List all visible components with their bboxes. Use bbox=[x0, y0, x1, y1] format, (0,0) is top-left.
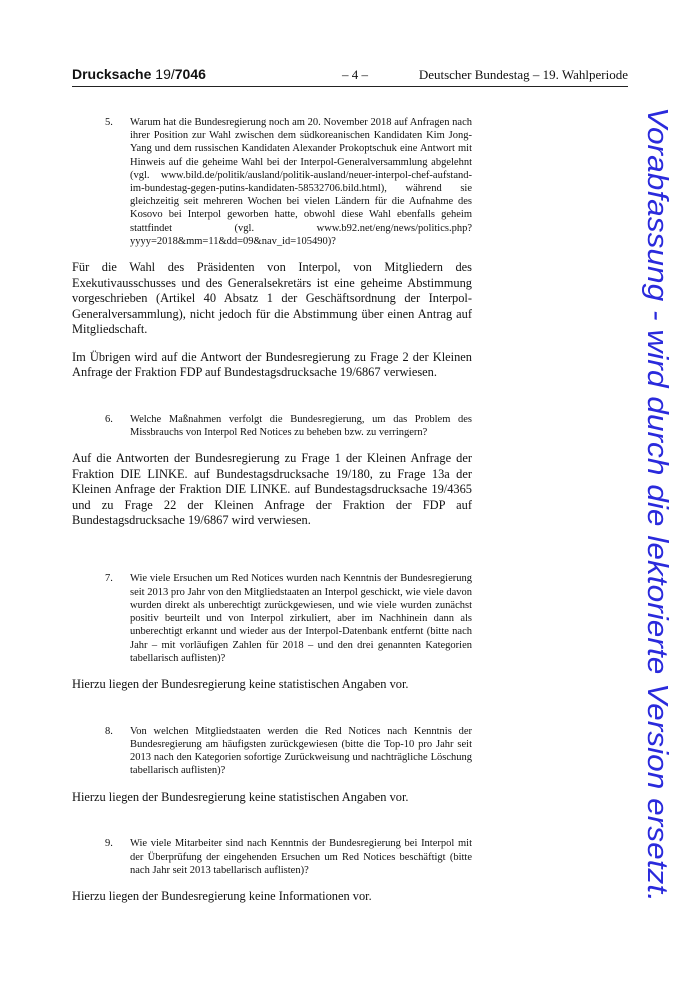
answer-8: Hierzu liegen der Bundesregierung keine statistischen Angaben vor. bbox=[72, 789, 409, 804]
question-5 bbox=[105, 116, 472, 248]
document-label: Drucksache bbox=[72, 66, 152, 82]
question-text: Welche Maßnahmen verfolgt die Bundesregierung, um das Problem des Missbrauchs von Interpol Red Notices zu beheben bzw. zu verringern? bbox=[130, 413, 472, 438]
question-number: 5. bbox=[105, 117, 113, 128]
answer-5-paragraph-2: Im Übrigen wird auf die Antwort der Bundesregierung zu Frage 2 der Kleinen Anfrage der Fraktion FDP auf Bundestagsdrucksache 19/6867 verwiesen. bbox=[72, 349, 472, 380]
watermark-text: Vorabfassung - wird durch die lektorierte Version ersetzt. bbox=[641, 107, 673, 836]
page-number: – 4 – bbox=[342, 67, 368, 82]
question-6 bbox=[105, 413, 472, 439]
answer-5-paragraph-1: Für die Wahl des Präsidenten von Interpol, von Mitgliedern des Exekutivausschusses und des Generalsekretärs ist eine geheime Abstimmung vorgeschrieben (Artikel 40 Absatz 1 der Geschäftsordnung der Interpol-Generalversammlung), nicht jedoch für die Abstimmung über einen Antrag auf Mitgliedschaft. bbox=[72, 260, 472, 337]
question-number: 7. bbox=[105, 573, 113, 585]
question-number: 8. bbox=[105, 725, 113, 737]
question-text: Warum hat die Bundesregierung noch am 20. November 2018 auf Anfragen nach ihrer Position zur Wahl zwischen dem südkoreanischen Kandidaten Kim Jong-Yang und dem russischen Kandidaten Alexander Prokoptschuk eine Antwort mit Hinweis auf die geheime Wahl bei der Interpol-Generalversammlung abgelehnt (vgl. www.bild.de/politik/ausland/politik-ausland/neuer-interpol-chef-aufstand-im-bundestag-gegen-putins-kandidaten-58532706.bild.html), während sie gleichzeitig seit mehreren Wochen bei vielen Ländern für die Aufnahme des Kosovo bei Interpol geworben hatte, obwohl diese Wahl ebenfalls geheim stattfindet (vgl. www.b92.net/eng/news/politics.php?yyyy=2018&mm=11&dd=09&nav_id=105490)? bbox=[130, 117, 472, 247]
document-number-prefix: 19/ bbox=[155, 66, 175, 82]
document-body bbox=[72, 116, 472, 911]
question-8 bbox=[105, 725, 472, 778]
question-7 bbox=[105, 572, 472, 664]
answer-6: Auf die Antworten der Bundesregierung zu Frage 1 der Kleinen Anfrage der Fraktion DIE LINKE. auf Bundestagsdrucksache 19/180, zu Frage 13a der Kleinen Anfrage der Fraktion DIE LINKE. auf Bundestagsdrucksache 19/4365 und zu Frage 22 der Kleinen Anfrage der Fraktion der FDP auf Bundestagsdrucksache 19/6867 wird verwiesen. bbox=[72, 451, 472, 528]
publisher: Deutscher Bundestag – 19. Wahlperiode bbox=[418, 67, 628, 82]
answer-9: Hierzu liegen der Bundesregierung keine Informationen vor. bbox=[72, 889, 372, 904]
question-number: 9. bbox=[105, 838, 113, 850]
question-number: 6. bbox=[105, 413, 113, 425]
document-number bbox=[72, 66, 206, 82]
question-9 bbox=[105, 837, 472, 877]
question-text: Von welchen Mitgliedstaaten werden die Red Notices nach Kenntnis der Bundesregierung am häufigsten zurückgewiesen (bitte die Top-10 pro Jahr seit 2013 nach den Kategorien sofortige Zurückweisung und nachträgliche Löschung tabellarisch auflisten)? bbox=[130, 725, 472, 777]
draft-watermark bbox=[638, 105, 682, 905]
question-text: Wie viele Ersuchen um Red Notices wurden nach Kenntnis der Bundesregierung seit 2013 pro Jahr von den Mitgliedstaaten an Interpol geschickt, wie viele davon wurden direkt als unberechtigt zurückgewiesen, und wie viele wurden zunächst positiv beurteilt und von Interpol zirkuliert, aber im Nachhinein dann als unberechtigt erkannt und wieder aus der Interpol-Datenbank entfernt (bitte nach Jahr – mit vorläufigen Zahlen für 2018 – und den drei genannten Kategorien tabellarisch auflisten)? bbox=[130, 573, 472, 664]
document-number-value: 7046 bbox=[174, 66, 206, 82]
question-text: Wie viele Mitarbeiter sind nach Kenntnis der Bundesregierung bei Interpol mit der Überprüfung der eingehenden Ersuchen um Red Notices beschäftigt (bitte nach Jahr seit 2013 tabellarisch auflisten)? bbox=[130, 838, 472, 876]
answer-7: Hierzu liegen der Bundesregierung keine statistischen Angaben vor. bbox=[72, 677, 409, 692]
page-header bbox=[72, 66, 628, 87]
